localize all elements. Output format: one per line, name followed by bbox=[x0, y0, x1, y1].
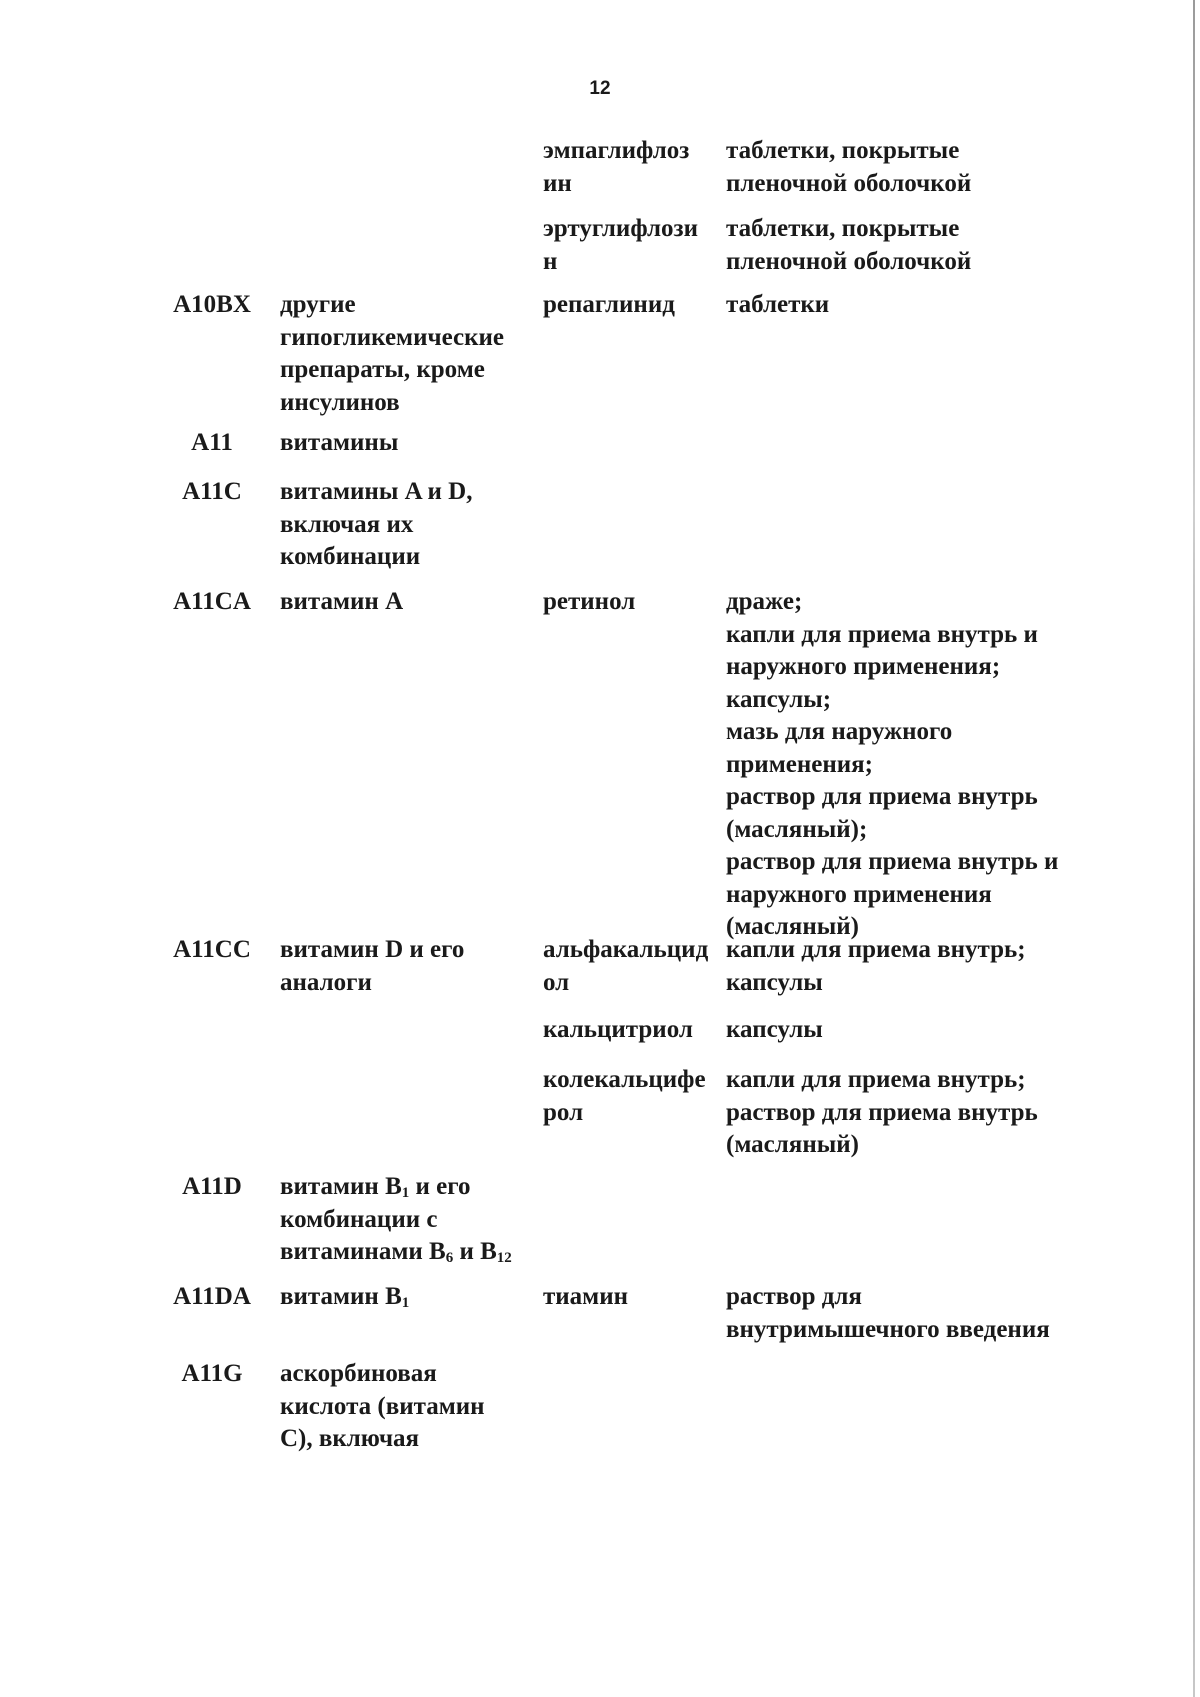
drug-name bbox=[543, 1064, 718, 1129]
text-line: пленочной оболочкой bbox=[726, 247, 972, 275]
anatomic-therapeutic-group bbox=[280, 1171, 540, 1269]
atc-code: A11 bbox=[191, 429, 233, 456]
text-line: капсулы; bbox=[726, 685, 832, 713]
text-line: раствор для приема внутрь bbox=[726, 783, 1038, 810]
text-line: другие bbox=[280, 291, 356, 318]
text-line: аналоги bbox=[280, 968, 372, 996]
page-number: 12 bbox=[589, 78, 611, 99]
text-line: капсулы bbox=[726, 968, 823, 996]
drug-name bbox=[543, 1281, 718, 1314]
text-line: витамины bbox=[280, 429, 399, 456]
dosage-forms bbox=[726, 289, 1086, 322]
drug-name bbox=[543, 289, 718, 322]
drug-name bbox=[543, 135, 718, 200]
text-line: н bbox=[543, 247, 558, 275]
text-line: препараты, кроме bbox=[280, 356, 485, 383]
anatomic-therapeutic-group bbox=[280, 476, 540, 574]
text-line: витамин $B_1$ bbox=[280, 1283, 410, 1311]
text-line: ол bbox=[543, 968, 570, 996]
text-line: ретинол bbox=[543, 588, 636, 615]
atc-code: A10BX bbox=[173, 291, 251, 318]
drug-name bbox=[543, 1014, 718, 1047]
anatomic-therapeutic-group bbox=[280, 586, 540, 619]
text-line: витаминами $B_6$ и $B_{12}$ bbox=[280, 1238, 512, 1266]
dosage-forms bbox=[726, 934, 1086, 999]
text-line: рол bbox=[543, 1098, 584, 1126]
dosage-forms bbox=[726, 586, 1086, 944]
text-line: таблетки, покрытые bbox=[726, 215, 960, 242]
dosage-forms bbox=[726, 1014, 1086, 1047]
text-line: драже; bbox=[726, 588, 803, 615]
anatomic-therapeutic-group bbox=[280, 1281, 540, 1314]
text-line: витамин D и его bbox=[280, 936, 465, 963]
text-line: наружного применения; bbox=[726, 653, 1001, 680]
text-line: ин bbox=[543, 169, 572, 197]
text-line: комбинации с bbox=[280, 1205, 438, 1233]
anatomic-therapeutic-group bbox=[280, 289, 540, 419]
anatomic-therapeutic-group bbox=[280, 427, 540, 460]
text-line: эртуглифлози bbox=[543, 215, 698, 242]
text-line: таблетки, покрытые bbox=[726, 137, 960, 164]
text-line: (масляный) bbox=[726, 913, 859, 940]
scan-edge bbox=[1193, 0, 1195, 1697]
text-line: витамин $B_1$ и его bbox=[280, 1173, 471, 1201]
atc-code: A11CA bbox=[173, 588, 251, 615]
text-line: витамины A и D, bbox=[280, 478, 473, 505]
text-line: эмпаглифлоз bbox=[543, 137, 690, 164]
text-line: альфакальцид bbox=[543, 936, 709, 963]
text-line: применения; bbox=[726, 750, 873, 778]
text-line: пленочной оболочкой bbox=[726, 169, 972, 197]
dosage-forms bbox=[726, 135, 1086, 200]
text-line: (масляный); bbox=[726, 815, 868, 843]
text-line: капли для приема внутрь; bbox=[726, 936, 1026, 963]
text-line: репаглинид bbox=[543, 291, 675, 318]
dosage-forms bbox=[726, 1064, 1086, 1162]
anatomic-therapeutic-group bbox=[280, 1358, 540, 1456]
atc-code: A11G bbox=[181, 1360, 243, 1387]
atc-code: A11DA bbox=[173, 1283, 251, 1310]
text-line: капли для приема внутрь и bbox=[726, 620, 1038, 648]
text-line: витамин A bbox=[280, 588, 404, 615]
text-line: C), включая bbox=[280, 1425, 420, 1452]
text-line: раствор для bbox=[726, 1283, 862, 1310]
text-line: тиамин bbox=[543, 1283, 629, 1310]
text-line: капсулы bbox=[726, 1016, 823, 1043]
atc-code: A11D bbox=[182, 1173, 242, 1200]
text-line: таблетки bbox=[726, 291, 830, 318]
text-line: включая их bbox=[280, 510, 414, 538]
text-line: колекальцифе bbox=[543, 1066, 706, 1093]
dosage-forms bbox=[726, 1281, 1086, 1346]
text-line: инсулинов bbox=[280, 388, 400, 416]
text-line: аскорбиновая bbox=[280, 1360, 437, 1387]
text-line: кальцитриол bbox=[543, 1016, 693, 1043]
text-line: капли для приема внутрь; bbox=[726, 1066, 1026, 1093]
dosage-forms bbox=[726, 213, 1086, 278]
text-line: комбинации bbox=[280, 543, 421, 570]
text-line: кислота (витамин bbox=[280, 1392, 485, 1420]
anatomic-therapeutic-group bbox=[280, 934, 540, 999]
drug-name bbox=[543, 213, 718, 278]
text-line: наружного применения bbox=[726, 880, 992, 908]
text-line: гипогликемические bbox=[280, 323, 504, 351]
text-line: раствор для приема внутрь bbox=[726, 1098, 1038, 1126]
atc-code: A11CC bbox=[173, 936, 251, 963]
drug-name bbox=[543, 934, 718, 999]
text-line: внутримышечного введения bbox=[726, 1315, 1050, 1343]
atc-code: A11C bbox=[182, 478, 242, 505]
text-line: мазь для наружного bbox=[726, 718, 953, 745]
drug-name bbox=[543, 586, 718, 619]
text-line: (масляный) bbox=[726, 1131, 859, 1158]
text-line: раствор для приема внутрь и bbox=[726, 848, 1059, 875]
